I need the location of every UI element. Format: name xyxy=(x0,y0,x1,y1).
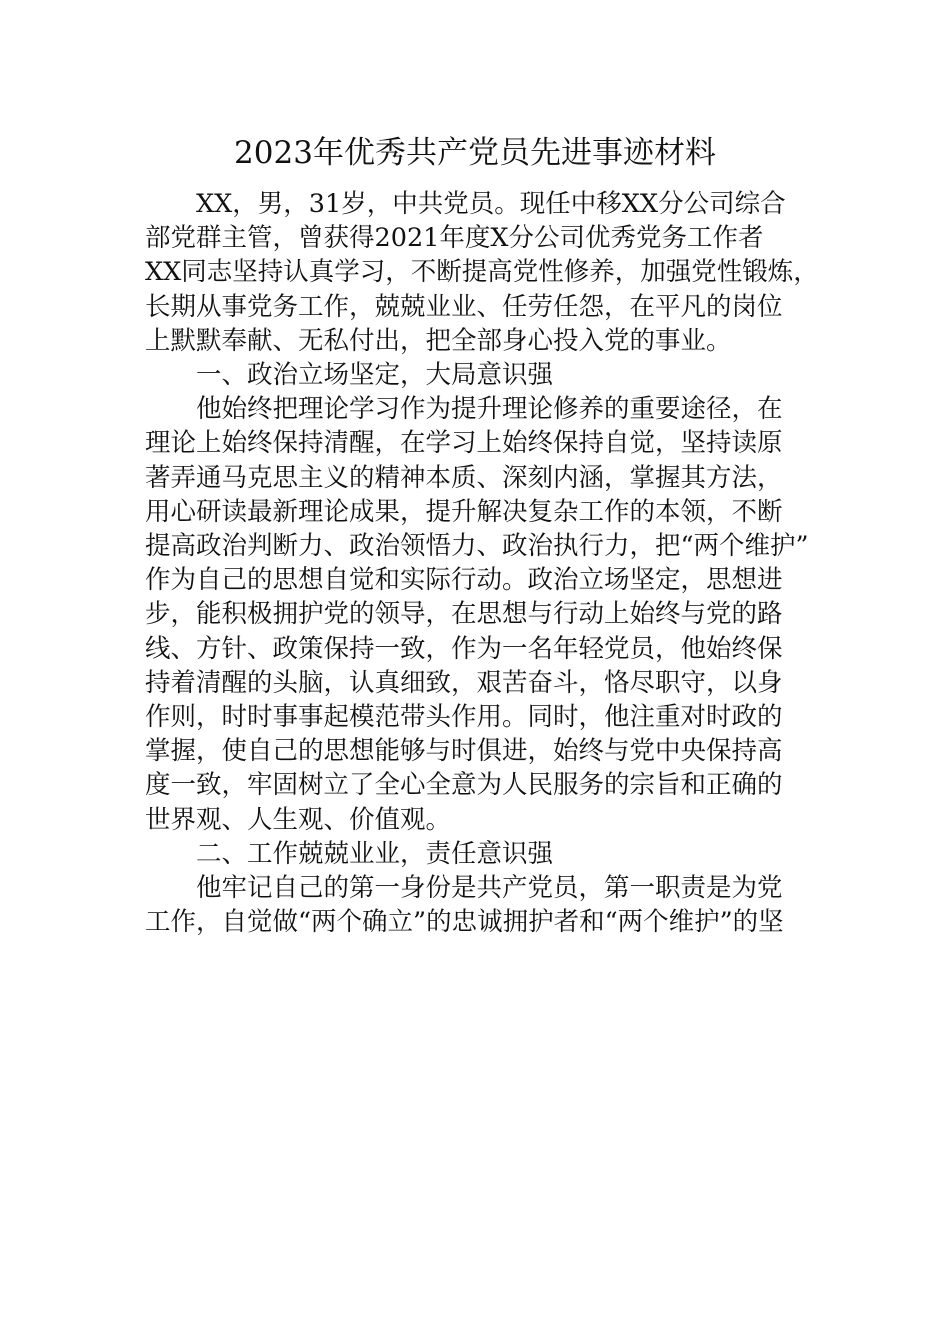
text-line: 他始终把理论学习作为提升理论修养的重要途径，在 xyxy=(196,394,783,425)
text-line: 部党群主管，曾获得2021年度X分公司优秀党务工作者 xyxy=(145,223,764,254)
text-line: 世界观、人生观、价值观。 xyxy=(145,804,452,835)
text-line: 著弄通马克思主义的精神本质、深刻内涵，掌握其方法， xyxy=(145,462,783,493)
text-line: 步，能积极拥护党的领导，在思想与行动上始终与党的路 xyxy=(145,599,783,630)
section-heading-political: 一、政治立场坚定，大局意识强 xyxy=(196,360,554,391)
text-line: 持着清醒的头脑，认真细致，艰苦奋斗，恪尽职守，以身 xyxy=(145,667,783,698)
document-title: 2023年优秀共产党员先进事迹材料 xyxy=(234,135,716,171)
text-line: 提高政治判断力、政治领悟力、政治执行力，把“两个维护” xyxy=(145,531,809,562)
text-line: 上默默奉献、无私付出，把全部身心投入党的事业。 xyxy=(145,325,732,356)
text-line: 掌握，使自己的思想能够与时俱进，始终与党中央保持高 xyxy=(145,736,783,767)
text-line: 工作，自觉做“两个确立”的忠诚拥护者和“两个维护”的坚 xyxy=(145,907,784,938)
text-line: 作为自己的思想自觉和实际行动。政治立场坚定，思想进 xyxy=(145,565,783,596)
text-line: 理论上始终保持清醒，在学习上始终保持自觉，坚持读原 xyxy=(145,428,783,459)
text-line: XX，男，31岁，中共党员。现任中移XX分公司综合 xyxy=(196,189,786,219)
text-line: XX同志坚持认真学习，不断提高党性修养，加强党性锻炼， xyxy=(145,257,819,288)
text-line: 用心研读最新理论成果，提升解决复杂工作的本领，不断 xyxy=(145,496,783,527)
text-line: 作则，时时事事起模范带头作用。同时，他注重对时政的 xyxy=(145,702,783,733)
text-line: 他牢记自己的第一身份是共产党员，第一职责是为党 xyxy=(196,873,783,904)
text-line: 线、方针、政策保持一致，作为一名年轻党员，他始终保 xyxy=(145,633,783,664)
paragraph-political xyxy=(145,392,810,837)
paragraph-intro xyxy=(145,187,819,358)
document-body xyxy=(145,187,819,939)
section-heading-work: 二、工作兢兢业业，责任意识强 xyxy=(196,838,554,869)
text-line: 度一致，牢固树立了全心全意为人民服务的宗旨和正确的 xyxy=(145,770,783,801)
text-line: 长期从事党务工作，兢兢业业、任劳任怨，在平凡的岗位 xyxy=(145,291,783,322)
paragraph-work xyxy=(145,871,810,939)
